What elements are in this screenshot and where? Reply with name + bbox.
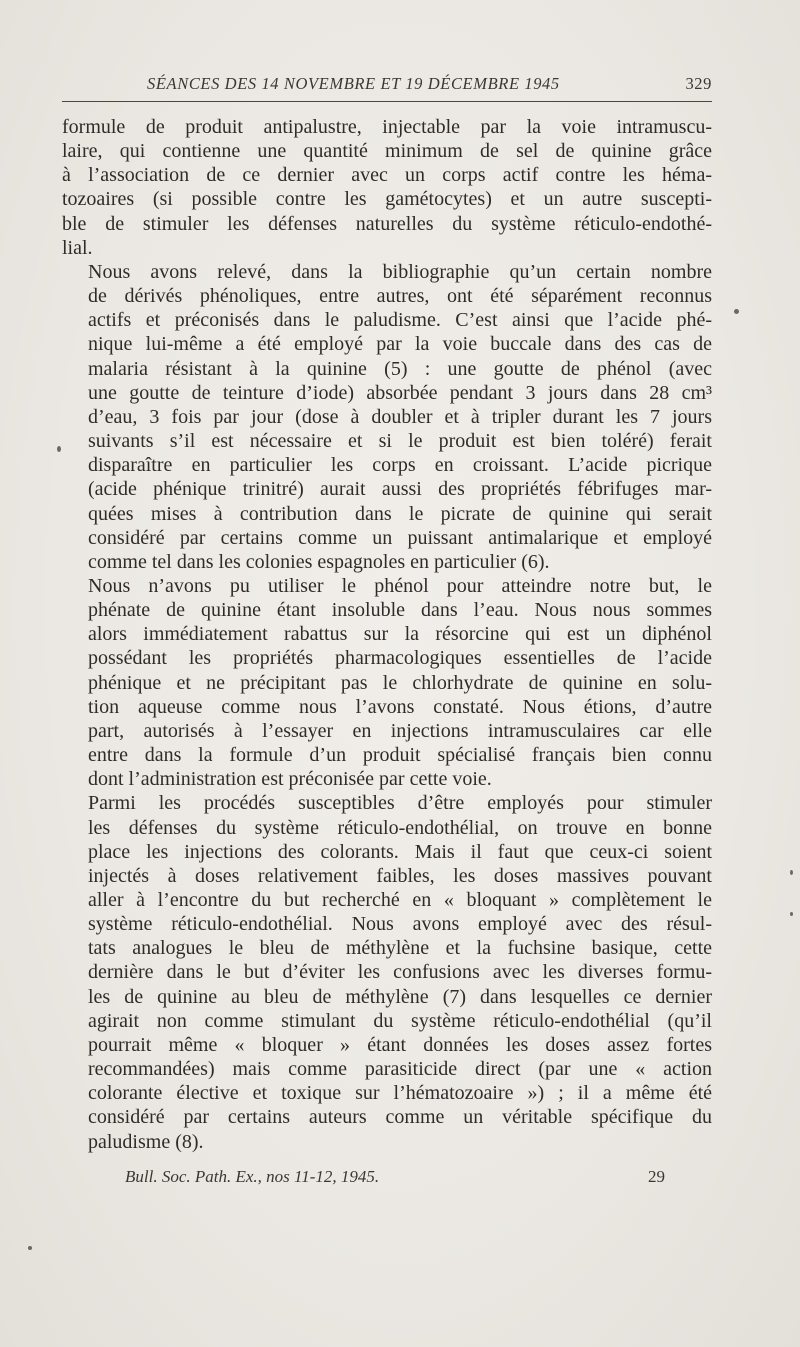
text-line: lial. xyxy=(62,236,93,259)
text-line: dernière dans le but d’éviter les confusions avec les diverses formu- xyxy=(88,961,712,984)
text-line: phénate de quinine étant insoluble dans l’eau. Nous nous sommes xyxy=(88,599,712,622)
text-line: (acide phénique trinitré) aurait aussi des propriétés fébrifuges mar- xyxy=(88,478,712,501)
text-line: tats analogues le bleu de méthylène et la fuchsine basique, cette xyxy=(88,937,712,960)
page-number: 329 xyxy=(685,74,712,93)
text-line: ble de stimuler les défenses naturelles du système réticulo-endothé- xyxy=(62,212,712,235)
ink-speck xyxy=(734,309,739,314)
text-line: tion aqueuse comme nous l’avons constaté. Nous étions, d’autre xyxy=(88,695,712,718)
text-line: système réticulo-endothélial. Nous avons employé avec des résul- xyxy=(88,913,712,936)
text-line: considéré par certains comme un puissant antimalarique et employé xyxy=(88,526,712,549)
running-header xyxy=(62,74,712,98)
text-line: considéré par certains auteurs comme un véritable spécifique du xyxy=(88,1106,712,1129)
footer xyxy=(125,1167,665,1191)
paragraph xyxy=(62,115,712,260)
text-line: les défenses du système réticulo-endothélial, on trouve en bonne xyxy=(88,816,712,839)
text-line: une goutte de teinture d’iode) absorbée pendant 3 jours dans 28 cm³ xyxy=(88,381,712,404)
text-line: injectés à doses relativement faibles, les doses massives pouvant xyxy=(88,864,712,887)
text-line: phénique et ne précipitant pas le chlorhydrate de quinine en solu- xyxy=(88,671,712,694)
text-line: d’eau, 3 fois par jour (dose à doubler et à tripler durant les 7 jours xyxy=(88,405,712,428)
text-line: possédant les propriétés pharmacologiques essentielles de l’acide xyxy=(88,647,712,670)
text-line: part, autorisés à l’essayer en injections intramusculaires car elle xyxy=(88,719,712,742)
ink-speck xyxy=(28,1246,32,1250)
text-line: comme tel dans les colonies espagnoles en particulier (6). xyxy=(88,550,550,573)
ink-speck xyxy=(57,446,61,452)
text-line: quées mises à contribution dans le picrate de quinine qui serait xyxy=(88,502,712,525)
text-line: les de quinine au bleu de méthylène (7) dans lesquelles ce dernier xyxy=(88,985,712,1008)
text-line: entre dans la formule d’un produit spécialisé français bien connu xyxy=(88,744,712,767)
header-rule xyxy=(62,101,712,102)
text-line: suivants s’il est nécessaire et si le produit est bien toléré) ferait xyxy=(88,430,712,453)
text-line: de dérivés phénoliques, entre autres, ont été séparément reconnus xyxy=(88,285,712,308)
text-line: formule de produit antipalustre, injectable par la voie intramuscu- xyxy=(62,116,712,138)
signature-mark: 29 xyxy=(648,1167,665,1186)
body-text xyxy=(62,115,712,1154)
text-line: recommandées) mais comme parasiticide direct (par une « action xyxy=(88,1058,712,1081)
paragraph xyxy=(62,791,712,1153)
ink-speck xyxy=(790,870,793,875)
text-line: agirait non comme stimulant du système réticulo-endothélial (qu’il xyxy=(88,1009,712,1032)
text-line: aller à l’encontre du but recherché en « bloquant » complètement le xyxy=(88,889,712,911)
text-line: place les injections des colorants. Mais il faut que ceux-ci soient xyxy=(88,840,712,863)
text-line: nique lui-même a été employé par la voie buccale dans des cas de xyxy=(88,333,712,356)
text-line: colorante élective et toxique sur l’hématozoaire ») ; il a même été xyxy=(88,1082,712,1105)
text-line: à l’association de ce dernier avec un corps actif contre les héma- xyxy=(62,164,712,187)
paragraph xyxy=(62,574,712,791)
text-line: pourrait même « bloquer » étant données les doses assez fortes xyxy=(88,1033,712,1056)
text-line: alors immédiatement rabattus sur la résorcine qui est un diphénol xyxy=(88,623,712,646)
text-line: malaria résistant à la quinine (5) : une goutte de phénol (avec xyxy=(88,357,712,380)
text-line: dont l’administration est préconisée par cette voie. xyxy=(88,768,492,791)
text-line: tozoaires (si possible contre les gamétocytes) et un autre suscepti- xyxy=(62,188,712,211)
text-line: paludisme (8). xyxy=(88,1130,204,1153)
ink-speck xyxy=(790,912,793,916)
text-line: Nous n’avons pu utiliser le phénol pour atteindre notre but, le xyxy=(88,574,712,597)
text-line: actifs et préconisés dans le paludisme. C’est ainsi que l’acide phé- xyxy=(88,309,712,332)
running-title: SÉANCES DES 14 NOVEMBRE ET 19 DÉCEMBRE 1945 xyxy=(147,74,560,93)
footer-reference: Bull. Soc. Path. Ex., nos 11-12, 1945. xyxy=(125,1167,380,1186)
text-line: disparaître en particulier les corps en croissant. L’acide picrique xyxy=(88,454,712,477)
text-line: laire, qui contienne une quantité minimum de sel de quinine grâce xyxy=(62,140,712,163)
text-line: Parmi les procédés susceptibles d’être employés pour stimuler xyxy=(88,792,712,815)
paragraph xyxy=(62,260,712,574)
text-line: Nous avons relevé, dans la bibliographie qu’un certain nombre xyxy=(88,260,712,283)
